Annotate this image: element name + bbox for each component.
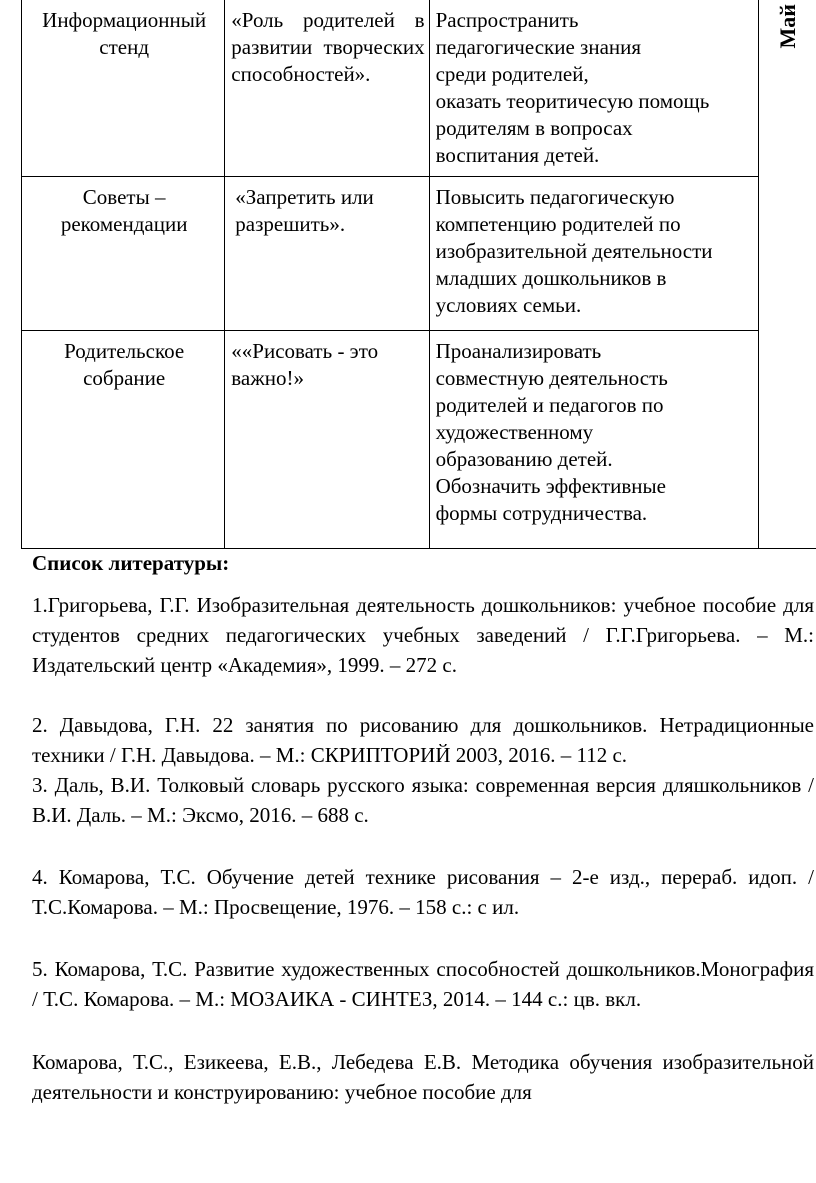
literature-section	[32, 548, 814, 1107]
literature-title: Список литературы:	[32, 551, 230, 575]
topic-text: «Запретить или разрешить».	[235, 184, 374, 236]
reference-item: Комарова, Т.С., Езикеева, Е.В., Лебедева Е.В. Методика обучения изобразительной деятельности и конструированию: учебное пособие для	[32, 1050, 814, 1104]
month-label: Май	[775, 4, 800, 49]
reference-item: 1.Григорьева, Г.Г. Изобразительная деятельность дошкольников: учебное пособие для студентов средних педагогических учебных заведений / Г.Г.Григорьева. – М.: Издательский центр «Академия», 1999. – 272 с.	[32, 593, 814, 677]
goal-line: Проанализировать	[435, 338, 602, 363]
topic-text: «Роль родителей в развитии творческих способностей».	[231, 8, 425, 86]
goal-line: совместную деятельность	[435, 365, 668, 390]
topic-text: ««Рисовать - это важно!»	[231, 338, 379, 390]
table-row	[22, 0, 816, 176]
goal-line: родителей и педагогов по	[435, 392, 664, 417]
table-cell-form	[22, 0, 225, 176]
table-cell-topic	[225, 0, 429, 176]
goal-line: среди родителей,	[435, 62, 589, 86]
table-cell-goal	[429, 330, 759, 548]
form-text: Родительское собрание	[64, 338, 185, 390]
table-row	[22, 330, 816, 548]
goal-line: оказать теоритичесую помощь	[435, 89, 710, 113]
table-cell-topic	[225, 330, 429, 548]
goal-line: педагогические знания	[435, 35, 642, 59]
goal-line: Обозначить эффективные	[435, 473, 666, 498]
table-cell-month	[759, 0, 816, 548]
table-cell-form	[22, 330, 225, 548]
goal-line: формы сотрудничества.	[435, 500, 648, 525]
table-cell-goal	[429, 176, 759, 330]
goal-line: образованию детей.	[435, 446, 613, 471]
goal-line: Повысить педагогическую	[435, 184, 675, 209]
activity-table-wrapper	[21, 0, 816, 549]
goal-line: условиях семьи.	[435, 292, 582, 317]
reference-item: 3. Даль, В.И. Толковый словарь русского языка: современная версия дляшкольников / В.И. Даль. – М.: Эксмо, 2016. – 688 с.	[32, 773, 814, 827]
goal-line: родителям в вопросах	[435, 116, 633, 140]
goal-line: изобразительной деятельности	[435, 238, 713, 263]
goal-line: Распространить	[435, 8, 579, 32]
reference-item: 5. Комарова, Т.С. Развитие художественных способностей дошкольников.Монография / Т.С. Комарова. – М.: МОЗАИКА - СИНТЕЗ, 2014. – 144 с.: цв. вкл.	[32, 957, 814, 1011]
table-row	[22, 176, 816, 330]
goal-line: компетенцию родителей по	[435, 211, 681, 236]
goal-line: художественному	[435, 419, 594, 444]
goal-line: младших дошкольников в	[435, 265, 667, 290]
reference-item: 4. Комарова, Т.С. Обучение детей технике рисования – 2-е изд., перераб. идоп. / Т.С.Комарова. – М.: Просвещение, 1976. – 158 с.: с ил.	[32, 865, 814, 919]
table-cell-form	[22, 176, 225, 330]
goal-line: воспитания детей.	[435, 143, 600, 167]
form-text: Информационный стенд	[42, 8, 207, 59]
table-cell-goal	[429, 0, 759, 176]
form-text: Советы – рекомендации	[60, 184, 188, 236]
activity-table	[21, 0, 816, 549]
reference-item: 2. Давыдова, Г.Н. 22 занятия по рисованию для дошкольников. Нетрадиционные техники / Г.Н. Давыдова. – М.: СКРИПТОРИЙ 2003, 2016. – 112 с.	[32, 713, 814, 767]
table-cell-topic	[225, 176, 429, 330]
